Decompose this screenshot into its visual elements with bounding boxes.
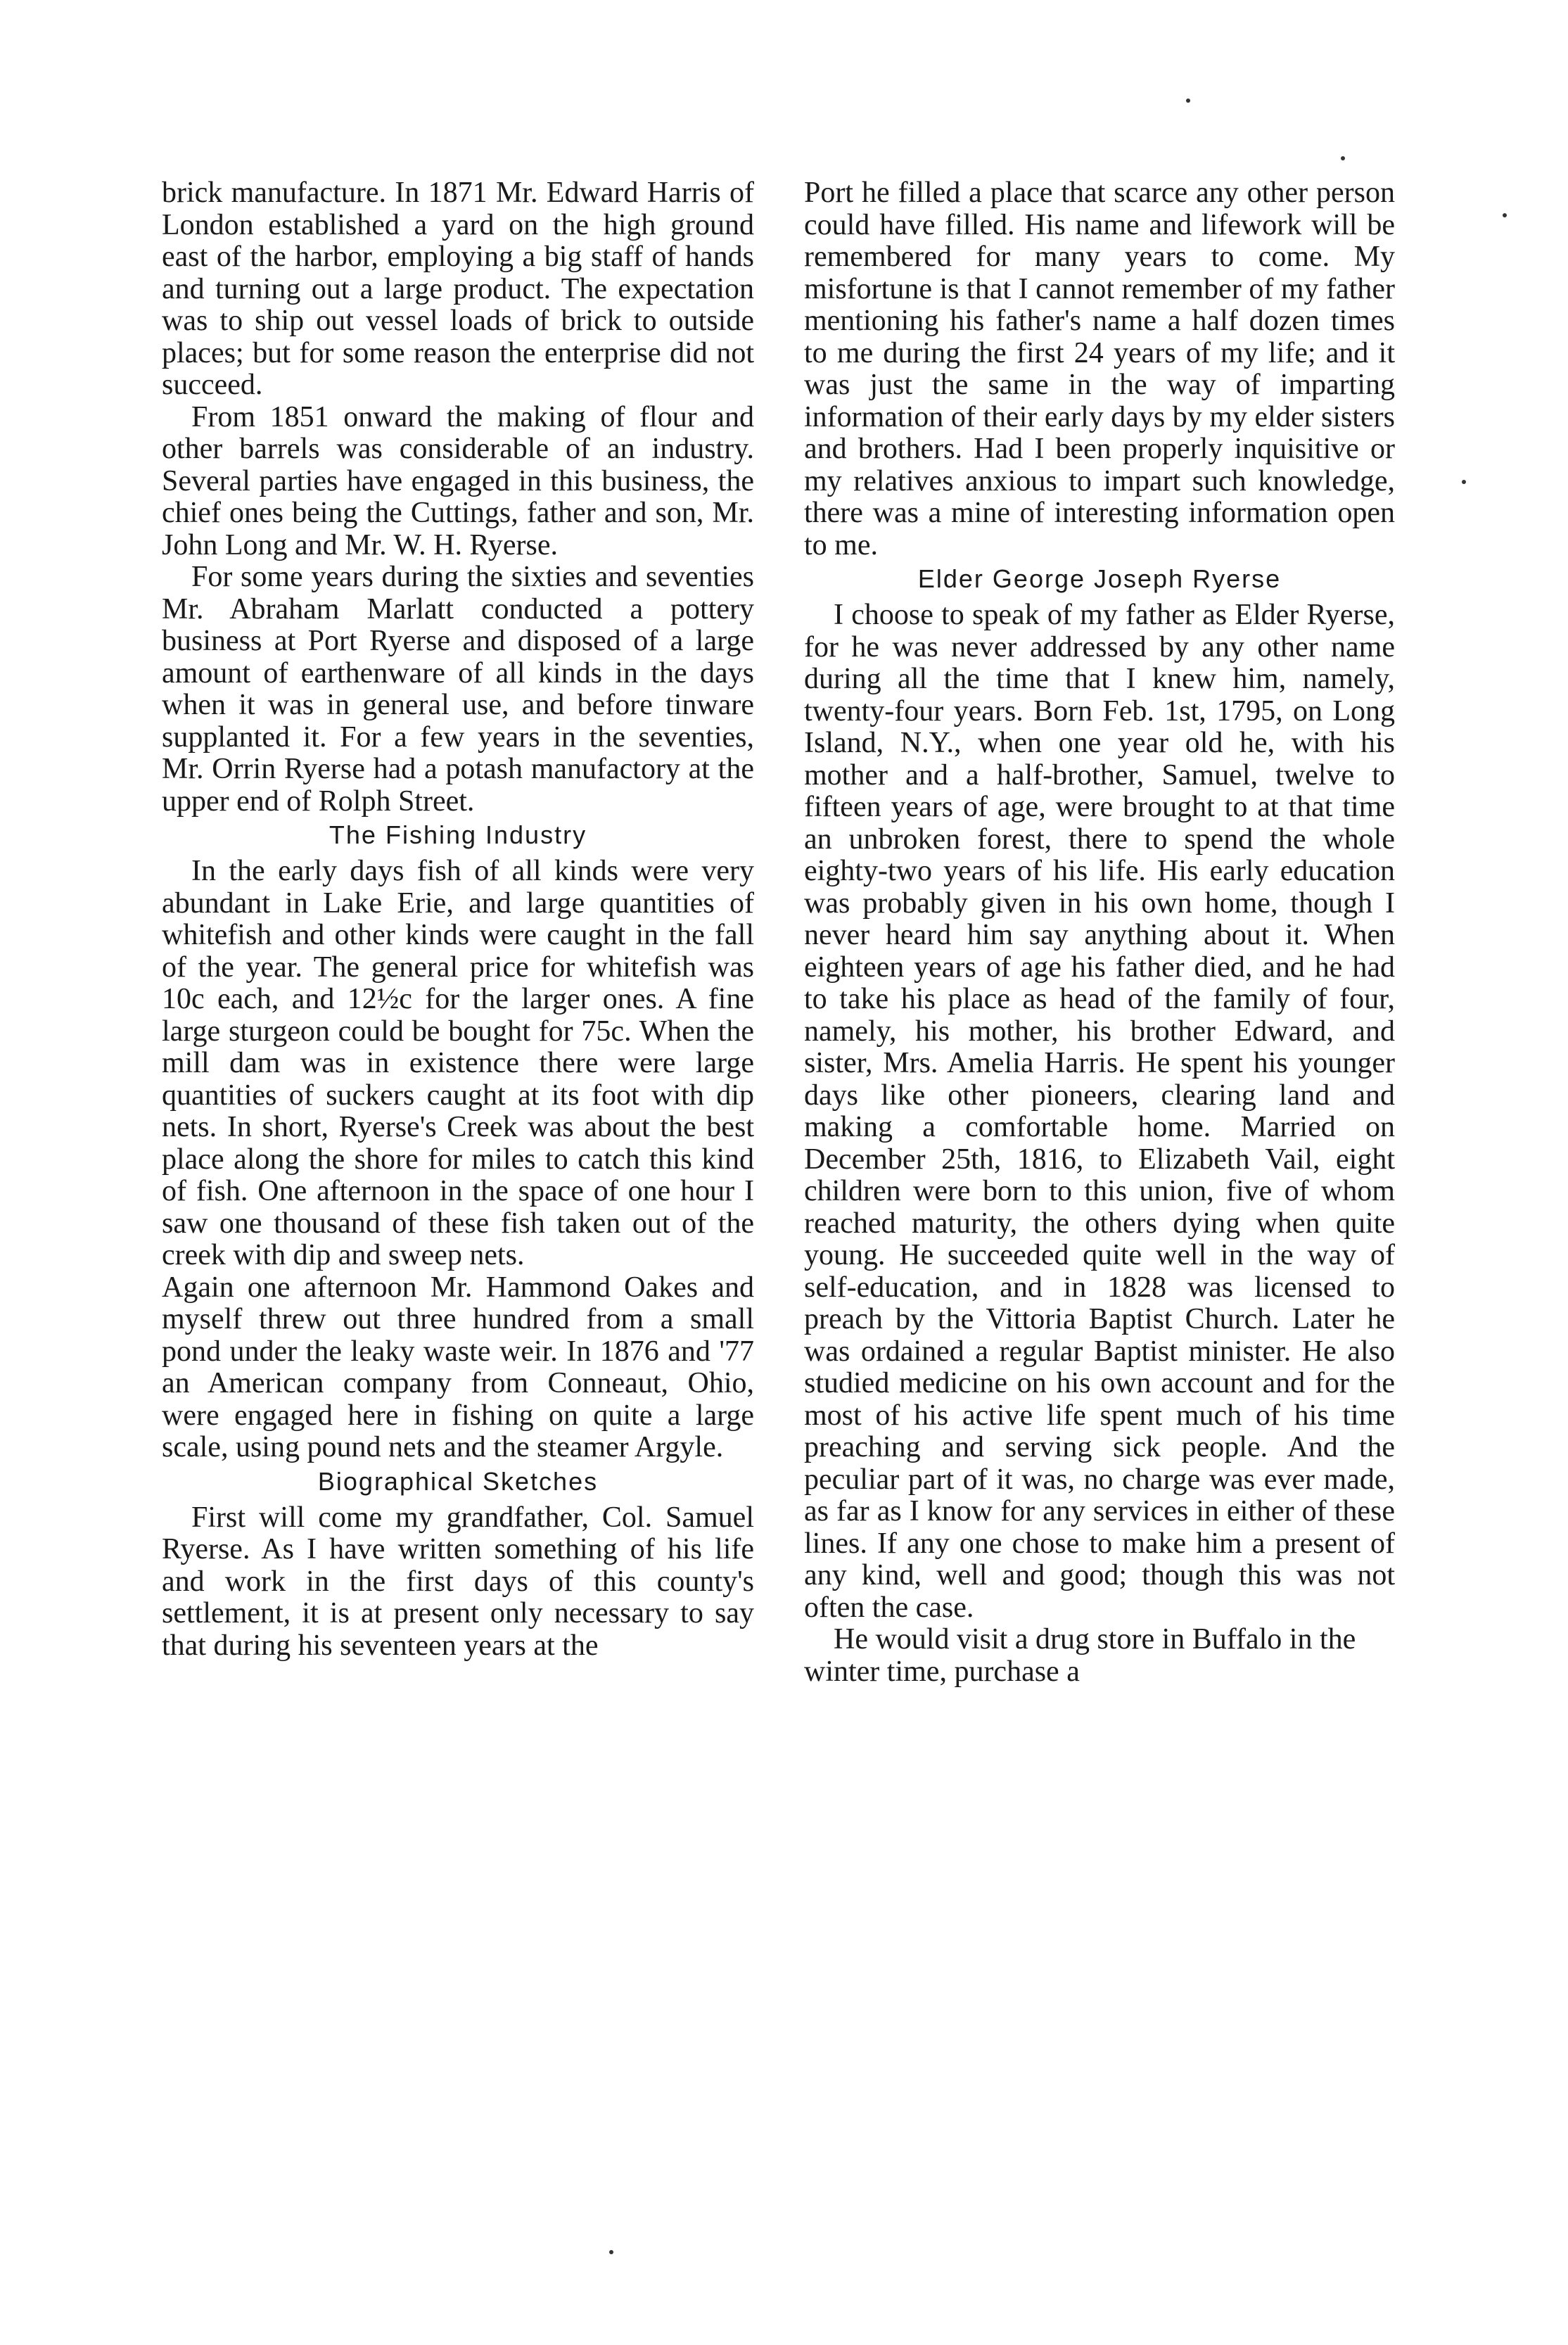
paragraph: First will come my grandfather, Col. Samuel Ryerse. As I have written something of his life and work in the first days of this county's settlement, it is at present only necessary to say that during his seventeen years at the: [162, 1501, 754, 1662]
right-column: [804, 177, 1395, 1688]
left-column: [162, 177, 754, 1662]
paragraph: In the early days fish of all kinds were very abundant in Lake Erie, and large quantities of whitefish and other kinds were caught in the fall of the year. The general price for whitefish was 10c each, and 12½c for the larger ones. A fine large sturgeon could be bought for 75c. When the mill dam was in existence there were large quantities of suckers caught at its foot with dip nets. In short, Ryerse's Creek was about the best place along the shore for miles to catch this kind of fish. One afternoon in the space of one hour I saw one thousand of these fish taken out of the creek with dip and sweep nets.: [162, 855, 754, 1271]
paragraph: brick manufacture. In 1871 Mr. Edward Harris of London established a yard on the high ground east of the harbor, employing a big staff of hands and turning out a large product. The expectation was to ship out vessel loads of brick to outside places; but for some reason the enterprise did not succeed.: [162, 177, 754, 401]
section-heading: The Fishing Industry: [329, 820, 587, 849]
paragraph: I choose to speak of my father as Elder Ryerse, for he was never addressed by any other name during all the time that I knew him, namely, twenty-four years. Born Feb. 1st, 1795, on Long Island, N.Y., when one year old he, with his mother and a half-brother, Samuel, twelve to fifteen years of age, were brought to at that time an unbroken forest, there to spend the whole eighty-two years of his life. His early education was probably given in his own home, though I never heard him say anything about it. When eighteen years of age his father died, and he had to take his place as head of the family of four, namely, his mother, his brother Edward, and sister, Mrs. Amelia Harris. He spent his younger days like other pioneers, clearing land and making a comfortable home. Married on December 25th, 1816, to Elizabeth Vail, eight children were born to this union, five of whom reached maturity, the others dying when quite young. He succeeded quite well in the way of self-education, and in 1828 was licensed to preach by the Vittoria Baptist Church. Later he was ordained a regular Baptist minister. He also studied medicine on his own account and for the most of his active life spent much of his time preaching and serving sick people. And the peculiar part of it was, no charge was ever made, as far as I know for any services in either of these lines. If any one chose to make him a present of any kind, well and good; though this was not often the case.: [804, 599, 1395, 1624]
paragraph: He would visit a drug store in Buffalo in the winter time, purchase a: [804, 1623, 1356, 1688]
paragraph: Port he filled a place that scarce any other person could have filled. His name and lifework will be remembered for many years to come. My misfortune is that I cannot remember of my father mentioning his father's name a half dozen times to me during the first 24 years of my life; and it was just the same in the way of imparting information of their early days by my elder sisters and brothers. Had I been properly inquisitive or my relatives anxious to impart such knowledge, there was a mine of interesting information open to me.: [804, 177, 1395, 561]
section-heading: Biographical Sketches: [317, 1466, 599, 1496]
speck: [1462, 480, 1466, 484]
paragraph: For some years during the sixties and seventies Mr. Abraham Marlatt conducted a pottery business at Port Ryerse and disposed of a large amount of earthenware of all kinds in the days when it was in general use, and before tinware supplanted it. For a few years in the seventies, Mr. Orrin Ryerse had a potash manufactory at the upper end of Rolph Street.: [162, 561, 754, 818]
section-heading: Elder George Joseph Ryerse: [917, 564, 1282, 593]
paragraph: From 1851 onward the making of flour and other barrels was considerable of an industry. Several parties have engaged in this business, the chief ones being the Cuttings, father and son, Mr. John Long and Mr. W. H. Ryerse.: [162, 400, 754, 561]
speck: [1341, 156, 1345, 160]
speck: [609, 2250, 613, 2254]
speck: [1503, 213, 1507, 217]
paragraph: Again one afternoon Mr. Hammond Oakes and myself threw out three hundred from a small pond under the leaky waste weir. In 1876 and '77 an American company from Conneaut, Ohio, were engaged here in fishing on quite a large scale, using pound nets and the steamer Argyle.: [162, 1271, 754, 1463]
speck: [1186, 98, 1190, 103]
